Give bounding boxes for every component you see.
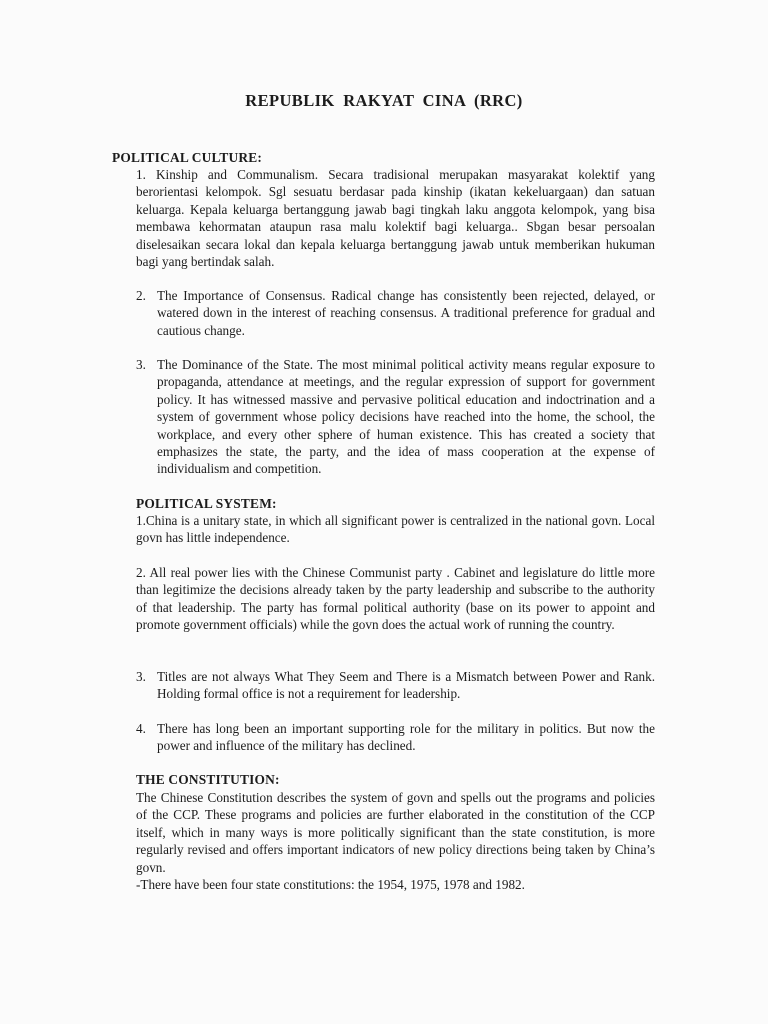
item-text: The Importance of Consensus. Radical change has consistently been rejected, delayed, or watered down in the interest of reaching consensus. A traditional preference for gradual and cautious change. — [157, 288, 655, 338]
item-text: There has long been an important supporting role for the military in politics. But now the power and influence of the military has declined. — [157, 721, 655, 754]
political-system-heading: POLITICAL SYSTEM: — [136, 496, 277, 511]
political-culture-item-3 — [136, 356, 655, 478]
item-number: 4. — [136, 721, 146, 736]
item-number: 2. — [136, 288, 146, 303]
political-system-item-3 — [136, 668, 655, 703]
item-text: Titles are not always What They Seem and There is a Mismatch between Power and Rank. Holding formal office is not a requirement for leadership. — [157, 669, 655, 702]
political-culture-heading: POLITICAL CULTURE: — [112, 150, 263, 165]
constitution-note: -There have been four state constitutions: the 1954, 1975, 1978 and 1982. — [136, 877, 525, 892]
item-text: The Dominance of the State. The most minimal political activity means regular exposure to propaganda, attendance at meetings, and the regular expression of support for government policy. It has witnessed massive and pervasive political education and indoctrination and a system of government whose policy decisions have reached into the home, the school, the workplace, and every other sphere of human existence. This has created a society that emphasizes the state, the party, and the idea of mass cooperation at the expense of individualism and competition. — [157, 357, 655, 477]
political-system-item-4 — [136, 720, 655, 755]
item-number: 3. — [136, 669, 146, 684]
document-title: REPUBLIK RAKYAT CINA (RRC) — [245, 91, 523, 110]
constitution-paragraph: The Chinese Constitution describes the system of govn and spells out the programs and policies of the CCP. These programs and policies are further elaborated in the constitution of the CCP itself, which in many ways is more politically significant than the state constitution, is more regularly revised and offers important indicators of new policy directions being taken by China’s govn. — [136, 790, 655, 875]
constitution-heading: THE CONSTITUTION: — [136, 772, 280, 787]
political-culture-item-2 — [136, 287, 655, 339]
political-system-item-1: 1.China is a unitary state, in which all significant power is centralized in the national govn. Local govn has little independence. — [136, 513, 655, 546]
political-culture-item-1: 1. Kinship and Communalism. Secara tradisional merupakan masyarakat kolektif yang berorientasi kelompok. Sgl sesuatu berdasar pada kinship (ikatan kekeluargaan) dan satuan keluarga. Kepala keluarga bertanggung jawab bagi tingkah laku anggota kelompok, yang bisa membawa kehormatan ataupun rasa malu kolektif bagi keluarga.. Sbgan besar persoalan diselesaikan secara lokal dan kepala keluarga bertanggung jawab untuk memberikan hukuman bagi yang bertindak salah. — [136, 167, 655, 270]
item-number: 3. — [136, 357, 146, 372]
political-system-item-2: 2. All real power lies with the Chinese Communist party . Cabinet and legislature do little more than legitimize the decisions already taken by the party leadership and subscribe to the authority of that leadership. The party has formal political authority (base on its power to appoint and promote government officials) while the govn does the actual work of running the country. — [136, 565, 655, 633]
